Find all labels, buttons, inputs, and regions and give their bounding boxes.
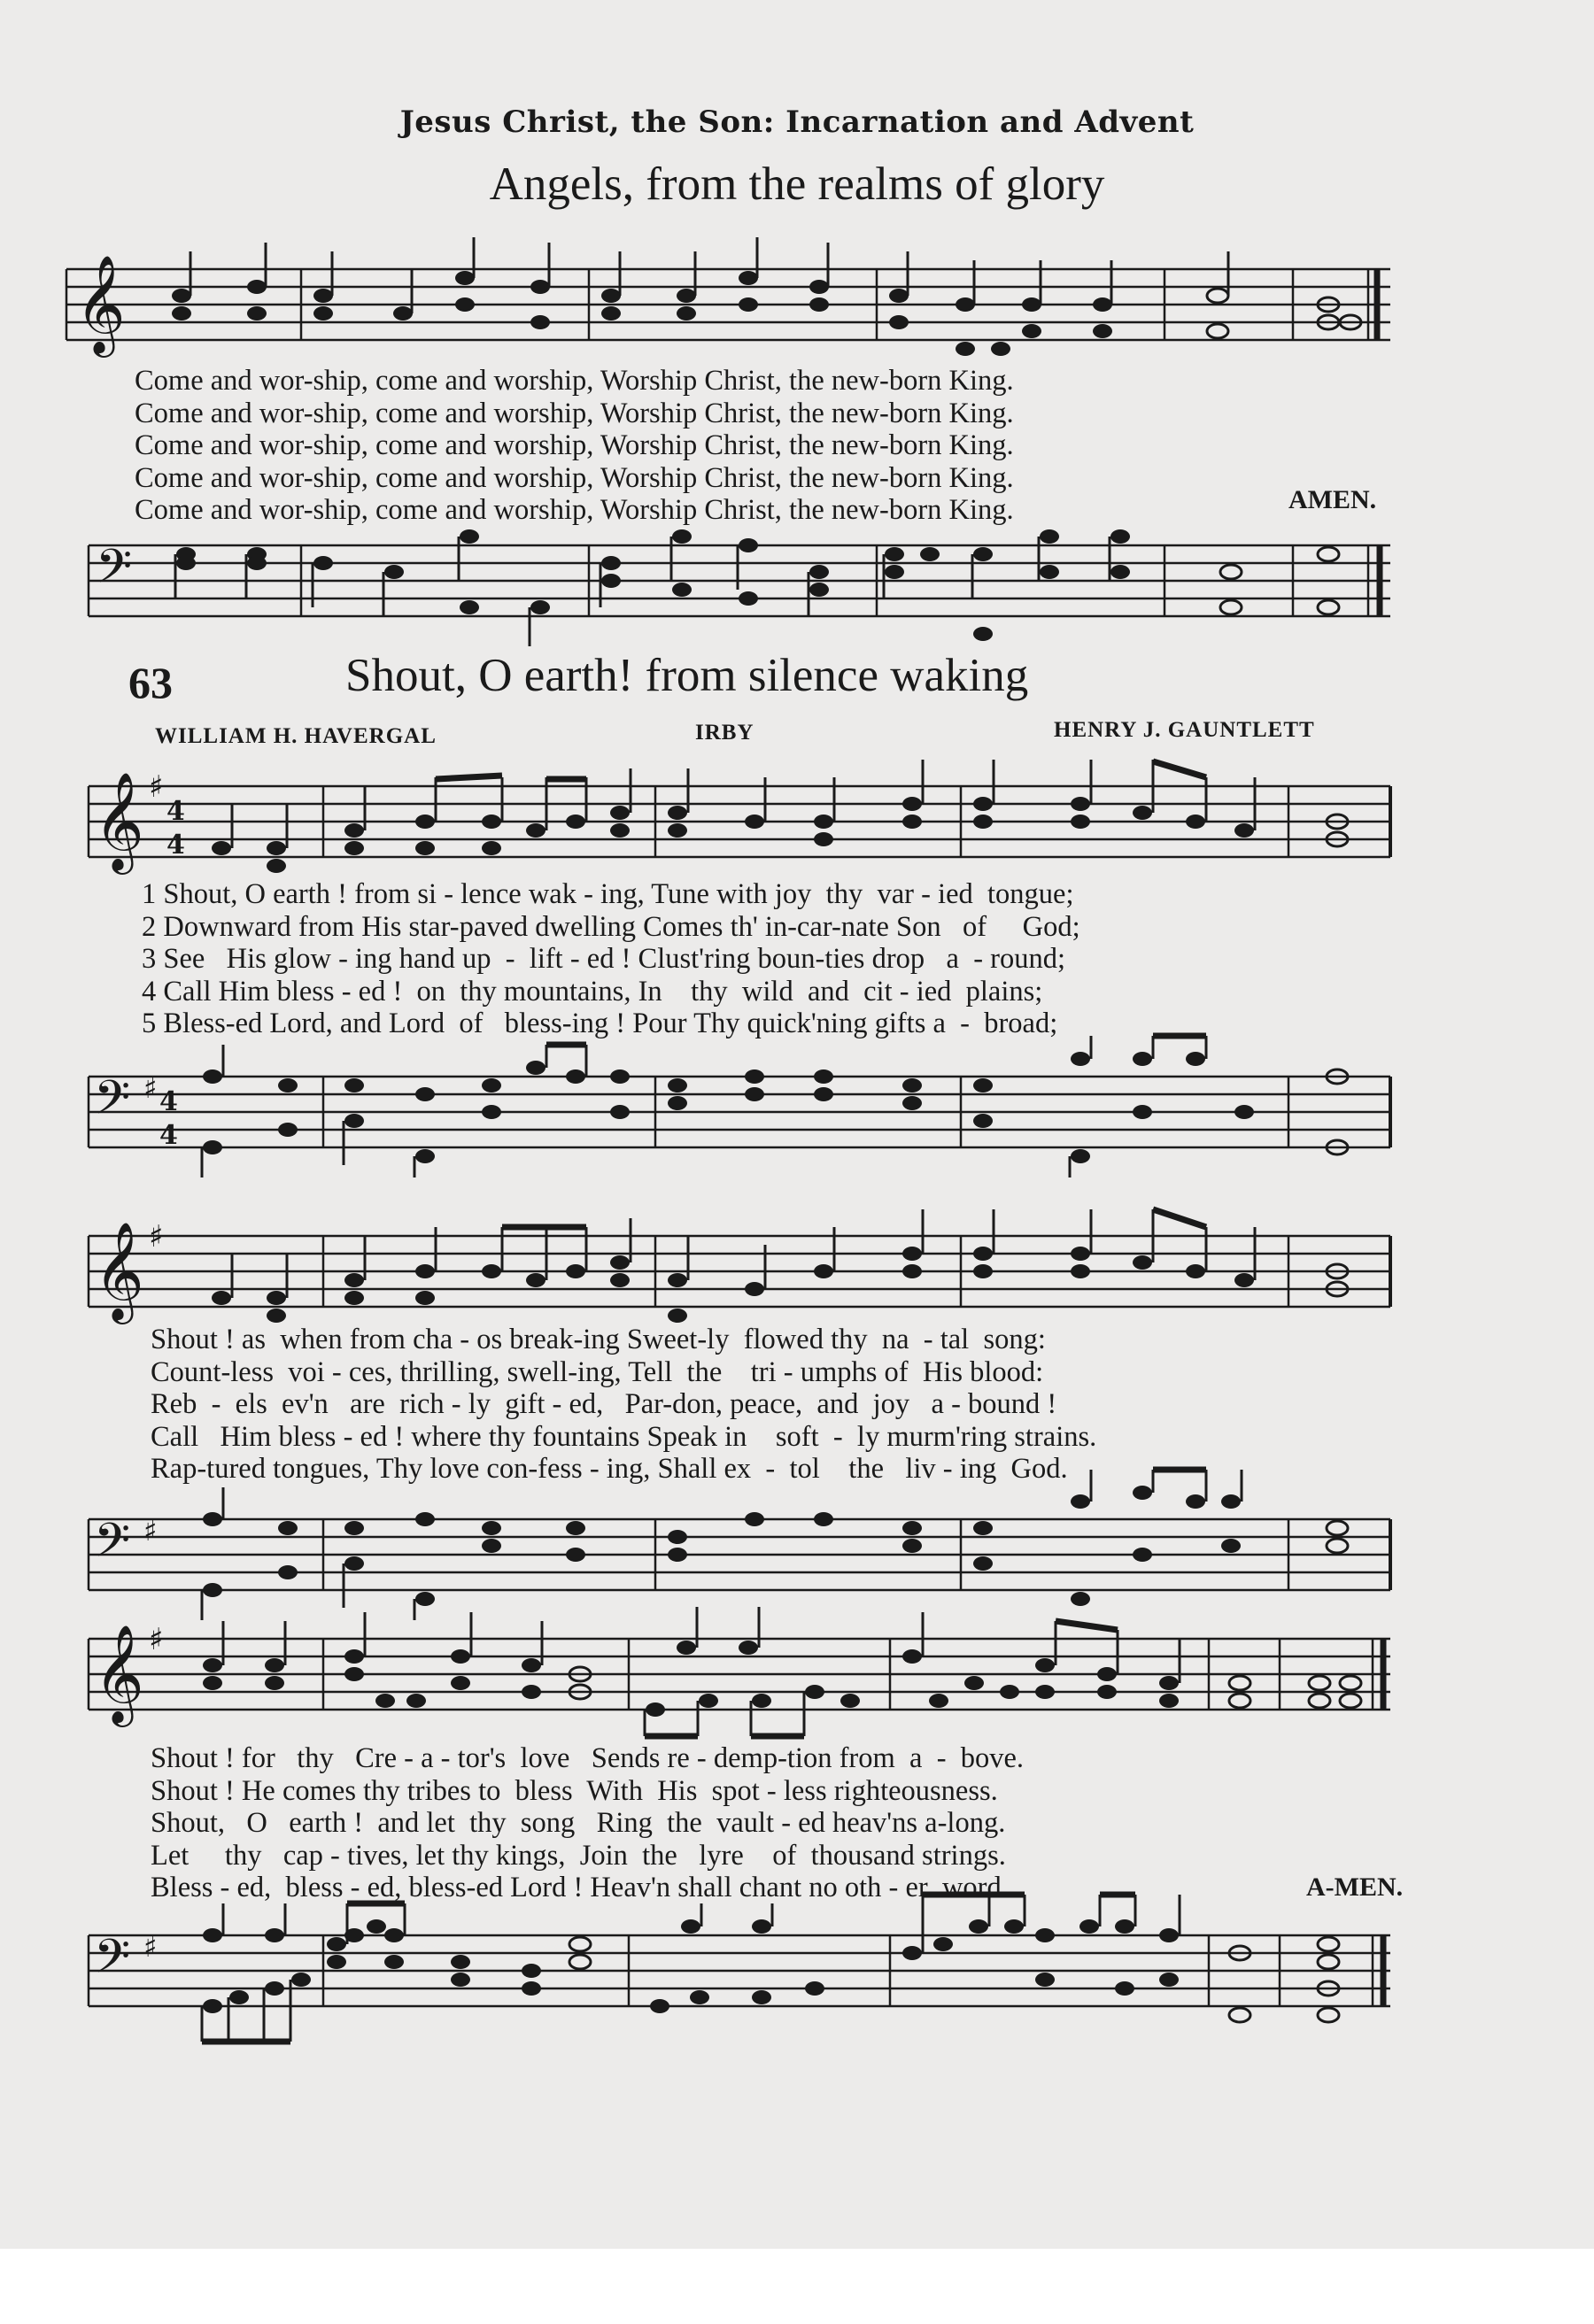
hymn-tune: IRBY	[695, 721, 754, 745]
svg-text:4: 4	[166, 796, 185, 827]
system-2-lyrics	[151, 1324, 1096, 1486]
verse-line: 1 Shout, O earth ! from si - lence wak - ing, Tune with joy thy var - ied tongue;	[142, 878, 1074, 910]
refrain-line: Come and wor-ship, come and worship, Worship Christ, the new-born King.	[135, 397, 1014, 429]
svg-text:𝄞: 𝄞	[94, 1624, 144, 1723]
svg-text:𝄞: 𝄞	[94, 771, 144, 870]
verse-line: Shout ! He comes thy tribes to bless With His spot - less righteousness.	[151, 1774, 998, 1807]
svg-text:♯: ♯	[143, 1071, 158, 1105]
svg-text:♯: ♯	[149, 1622, 164, 1657]
verse-line: 4 Call Him bless - ed ! on thy mountains, In thy wild and cit - ied plains;	[142, 975, 1043, 1008]
svg-text:𝄢: 𝄢	[94, 1514, 131, 1579]
verse-line: Shout ! as when from cha - os break-ing Sweet-ly flowed thy na - tal song:	[151, 1324, 1046, 1355]
svg-text:4: 4	[159, 1086, 178, 1117]
hymn-title: Shout, O earth! from silence waking	[345, 650, 1029, 701]
svg-text:𝄞: 𝄞	[94, 1221, 144, 1320]
refrain-line: Come and wor-ship, come and worship, Worship Christ, the new-born King.	[135, 429, 1014, 461]
verse-line: 3 See His glow - ing hand up - lift - ed ! Clust'ring boun-ties drop a - round;	[142, 943, 1065, 975]
hymn-amen: A-MEN.	[1306, 1872, 1404, 1902]
verse-line: Let thy cap - tives, let thy kings, Join the lyre of thousand strings.	[151, 1839, 1006, 1872]
previous-hymn-refrain	[135, 365, 1014, 527]
svg-text:4: 4	[166, 830, 185, 861]
previous-hymn-amen: AMEN.	[1288, 485, 1377, 514]
svg-text:♯: ♯	[149, 769, 164, 805]
previous-hymn-title: Angels, from the realms of glory	[489, 158, 1105, 210]
hymn-number: 63	[128, 658, 173, 707]
refrain-line: Come and wor-ship, come and worship, Worship Christ, the new-born King.	[135, 461, 1014, 494]
svg-text:♯: ♯	[143, 1930, 158, 1964]
system-2-treble-staff	[89, 1204, 1399, 1337]
system-3-bass-staff	[89, 1903, 1399, 2045]
hymn-author: WILLIAM H. HAVERGAL	[155, 724, 437, 748]
refrain-line: Come and wor-ship, come and worship, Worship Christ, the new-born King.	[135, 365, 1014, 397]
hymn-composer: HENRY J. GAUNTLETT	[1054, 718, 1315, 742]
verse-line: 5 Bless-ed Lord, and Lord of bless-ing ! Pour Thy quick'ning gifts a - broad;	[142, 1008, 1058, 1039]
verse-line: Call Him bless - ed ! where thy fountains Speak in soft - ly murm'ring strains.	[151, 1420, 1097, 1453]
svg-text:𝄢: 𝄢	[94, 1071, 131, 1137]
verse-line: Rap-tured tongues, Thy love con-fess - ing, Shall ex - tol the liv - ing God.	[151, 1453, 1068, 1485]
svg-text:♯: ♯	[143, 1514, 158, 1548]
system-1-bass-staff	[89, 1045, 1399, 1177]
system-1-treble-staff	[89, 754, 1399, 887]
system-2-bass-staff	[89, 1487, 1399, 1620]
verse-line: Reb - els ev'n are rich - ly gift - ed, Par-don, peace, and joy a - bound !	[151, 1388, 1057, 1420]
verse-line: Shout, O earth ! and let thy song Ring the vault - ed heav'ns a-long.	[151, 1807, 1006, 1839]
section-heading: Jesus Christ, the Son: Incarnation and Advent	[399, 104, 1195, 140]
svg-text:𝄢: 𝄢	[94, 1930, 131, 1996]
system-1-lyrics	[142, 878, 1080, 1040]
system-3-treble-staff	[89, 1607, 1399, 1740]
verse-line: Shout ! for thy Cre - a - tor's love Sends re - demp-tion from a - bove.	[151, 1742, 1025, 1774]
verse-line: 2 Downward from His star-paved dwelling Comes th' in-car-nate Son of God;	[142, 910, 1080, 943]
previous-hymn-bass-staff	[89, 513, 1399, 646]
verse-line: Count-less voi - ces, thrilling, swell-ing, Tell the tri - umphs of His blood:	[151, 1355, 1044, 1388]
verse-line: Bless - ed, bless - ed, bless-ed Lord ! Heav'n shall chant no oth - er word.	[151, 1872, 1009, 1903]
svg-text:♯: ♯	[149, 1219, 164, 1255]
svg-text:𝄞: 𝄞	[75, 254, 126, 353]
system-3-lyrics	[151, 1742, 1024, 1904]
previous-hymn-treble-staff	[66, 237, 1399, 379]
svg-text:𝄢: 𝄢	[96, 540, 133, 606]
refrain-line: Come and wor-ship, come and worship, Worship Christ, the new-born King.	[135, 494, 1014, 526]
svg-text:4: 4	[159, 1120, 178, 1151]
